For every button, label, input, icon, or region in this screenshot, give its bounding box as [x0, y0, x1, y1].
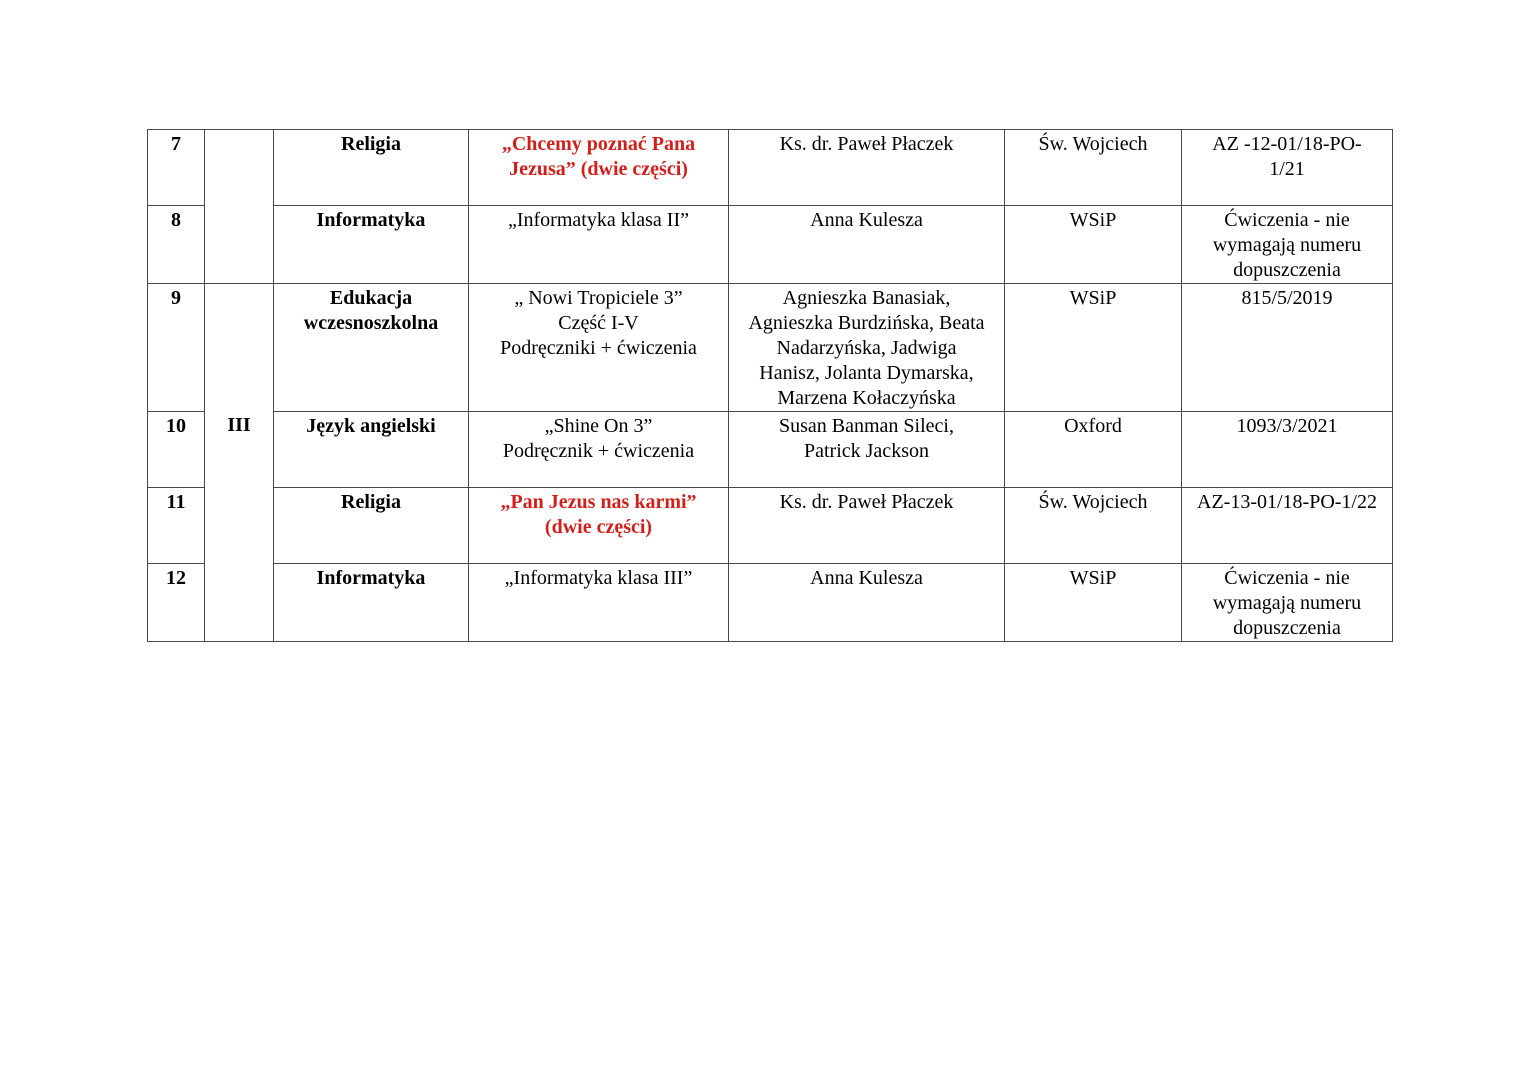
row-number: 9 — [148, 284, 205, 412]
publisher-cell: WSiP — [1005, 564, 1182, 642]
approval-number-cell: 815/5/2019 — [1182, 284, 1393, 412]
table-row — [148, 284, 1393, 412]
table-row — [148, 206, 1393, 284]
approval-number-cell: AZ -12-01/18-PO- 1/21 — [1182, 130, 1393, 206]
grade-cell: III — [205, 284, 274, 642]
table-row — [148, 130, 1393, 206]
row-number: 10 — [148, 412, 205, 488]
approval-number-cell: AZ-13-01/18-PO-1/22 — [1182, 488, 1393, 564]
subject-cell: Religia — [274, 488, 469, 564]
author-cell: Ks. dr. Paweł Płaczek — [729, 488, 1005, 564]
subject-cell: Edukacja wczesnoszkolna — [274, 284, 469, 412]
author-cell: Anna Kulesza — [729, 564, 1005, 642]
table-row — [148, 564, 1393, 642]
publisher-cell: WSiP — [1005, 206, 1182, 284]
title-cell: „Pan Jezus nas karmi” (dwie części) — [469, 488, 729, 564]
subject-cell: Informatyka — [274, 564, 469, 642]
grade-cell-empty — [205, 130, 274, 284]
author-cell: Susan Banman Sileci, Patrick Jackson — [729, 412, 1005, 488]
publisher-cell: Św. Wojciech — [1005, 130, 1182, 206]
row-number: 12 — [148, 564, 205, 642]
publisher-cell: Oxford — [1005, 412, 1182, 488]
title-cell: „Informatyka klasa III” — [469, 564, 729, 642]
author-cell: Anna Kulesza — [729, 206, 1005, 284]
subject-cell: Religia — [274, 130, 469, 206]
title-cell: „Shine On 3” Podręcznik + ćwiczenia — [469, 412, 729, 488]
author-cell: Agnieszka Banasiak, Agnieszka Burdzińska, Beata Nadarzyńska, Jadwiga Hanisz, Jolanta Dymarska, Marzena Kołaczyńska — [729, 284, 1005, 412]
subject-cell: Język angielski — [274, 412, 469, 488]
table-row — [148, 412, 1393, 488]
publisher-cell: WSiP — [1005, 284, 1182, 412]
table-row — [148, 488, 1393, 564]
approval-number-cell: Ćwiczenia - nie wymagają numeru dopuszczenia — [1182, 206, 1393, 284]
approval-number-cell: Ćwiczenia - nie wymagają numeru dopuszczenia — [1182, 564, 1393, 642]
author-cell: Ks. dr. Paweł Płaczek — [729, 130, 1005, 206]
textbook-table — [147, 129, 1393, 642]
row-number: 8 — [148, 206, 205, 284]
row-number: 7 — [148, 130, 205, 206]
subject-cell: Informatyka — [274, 206, 469, 284]
publisher-cell: Św. Wojciech — [1005, 488, 1182, 564]
row-number: 11 — [148, 488, 205, 564]
title-cell: „Informatyka klasa II” — [469, 206, 729, 284]
title-cell: „Chcemy poznać Pana Jezusa” (dwie części) — [469, 130, 729, 206]
title-cell: „ Nowi Tropiciele 3” Część I-V Podręczniki + ćwiczenia — [469, 284, 729, 412]
approval-number-cell: 1093/3/2021 — [1182, 412, 1393, 488]
